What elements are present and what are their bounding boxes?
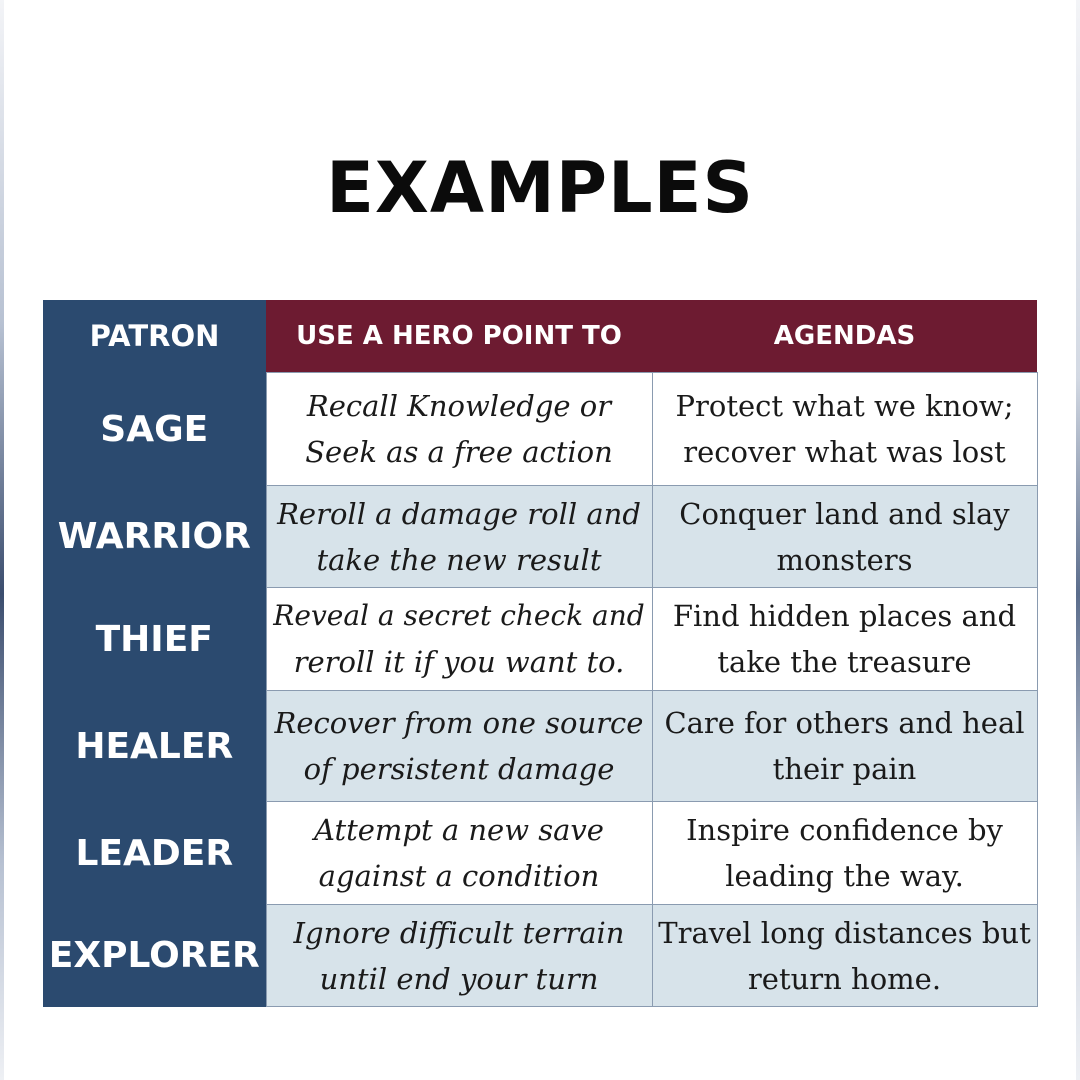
agenda-line: return home. bbox=[747, 961, 942, 996]
agenda-line: Find hidden places and bbox=[672, 599, 1017, 633]
agenda-cell bbox=[652, 905, 1037, 1007]
patron-cell: HEALER bbox=[43, 691, 266, 802]
header-patron: PATRON bbox=[43, 300, 266, 373]
use-cell bbox=[266, 802, 652, 905]
use-cell bbox=[266, 486, 652, 588]
agenda-line: Conquer land and slay bbox=[679, 496, 1010, 531]
use-cell bbox=[266, 905, 652, 1007]
use-line: Seek as a free action bbox=[305, 435, 613, 469]
header-use-hero-point: USE A HERO POINT TO bbox=[266, 300, 652, 373]
agenda-cell bbox=[652, 588, 1037, 691]
agenda-line: recover what was lost bbox=[683, 435, 1006, 469]
table-row bbox=[43, 486, 1037, 588]
use-cell bbox=[266, 373, 652, 486]
examples-table bbox=[43, 300, 1038, 1007]
agenda-cell bbox=[652, 802, 1037, 905]
header-agendas: AGENDAS bbox=[652, 300, 1037, 373]
use-line: Recall Knowledge or bbox=[306, 389, 612, 423]
use-line: of persistent damage bbox=[303, 752, 615, 786]
use-line: reroll it if you want to. bbox=[293, 645, 625, 679]
use-line: Attempt a new save bbox=[314, 813, 604, 847]
patron-cell: EXPLORER bbox=[43, 905, 266, 1007]
use-line: Reveal a secret check and bbox=[273, 599, 645, 632]
patron-cell: LEADER bbox=[43, 802, 266, 905]
table-row bbox=[43, 588, 1037, 691]
page-title: EXAMPLES bbox=[326, 147, 754, 229]
agenda-cell bbox=[652, 373, 1037, 486]
agenda-line: Care for others and heal bbox=[664, 706, 1025, 740]
table-row bbox=[43, 802, 1037, 905]
agenda-line: leading the way. bbox=[725, 859, 964, 893]
agenda-line: their pain bbox=[772, 752, 917, 786]
agenda-line: Protect what we know; bbox=[675, 389, 1014, 423]
use-cell bbox=[266, 588, 652, 691]
use-line: until end your turn bbox=[319, 961, 599, 996]
use-line: Recover from one source bbox=[274, 706, 644, 740]
table-header-row bbox=[43, 300, 1037, 373]
table-row bbox=[43, 691, 1037, 802]
use-line: Reroll a damage roll and bbox=[277, 496, 641, 531]
agenda-line: take the treasure bbox=[717, 645, 972, 679]
agenda-line: Inspire confidence by bbox=[686, 813, 1003, 847]
table-row bbox=[43, 373, 1037, 486]
use-line: take the new result bbox=[316, 542, 602, 577]
table-row bbox=[43, 905, 1037, 1007]
patron-cell: SAGE bbox=[43, 373, 266, 486]
use-line: against a condition bbox=[318, 859, 600, 893]
agenda-cell bbox=[652, 486, 1037, 588]
agenda-line: Travel long distances but bbox=[658, 915, 1031, 950]
patron-cell: WARRIOR bbox=[43, 486, 266, 588]
agenda-line: monsters bbox=[776, 542, 913, 577]
use-line: Ignore difficult terrain bbox=[293, 915, 625, 950]
patron-cell: THIEF bbox=[43, 588, 266, 691]
agenda-cell bbox=[652, 691, 1037, 802]
use-cell bbox=[266, 691, 652, 802]
